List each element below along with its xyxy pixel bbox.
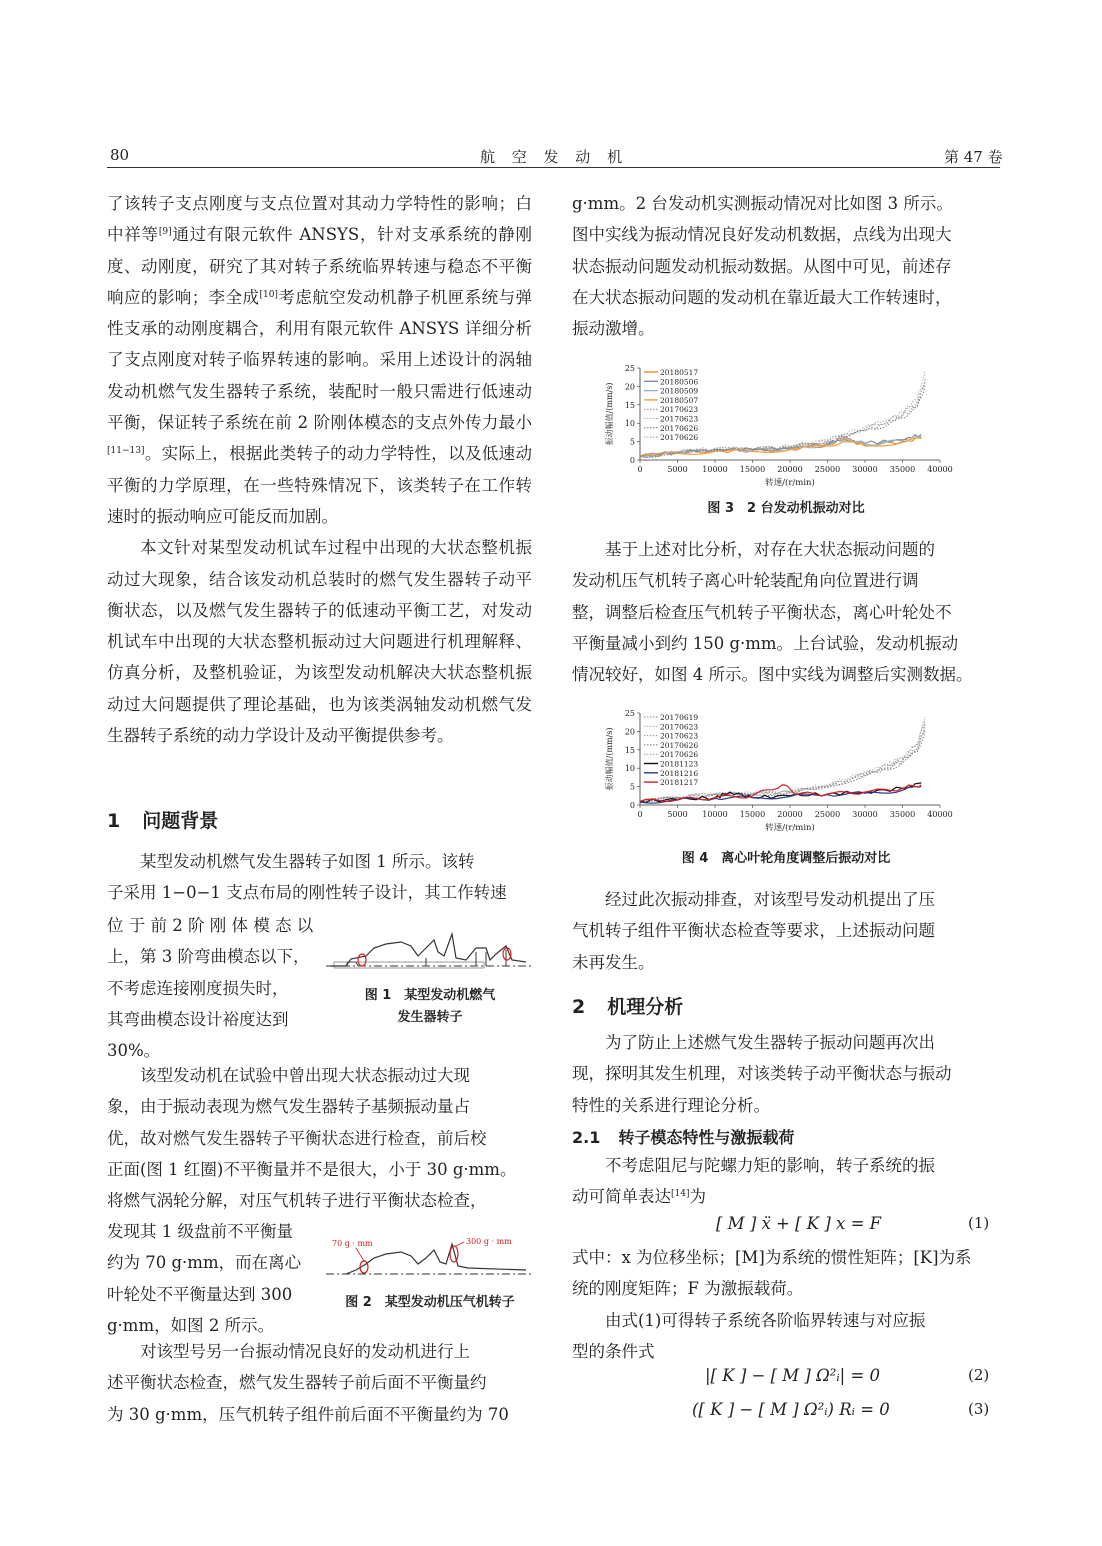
equation-2: |[ K ] − [ M ] Ω²ᵢ| = 0 [705, 1366, 881, 1385]
text-line: 不考虑阻尼与陀螺力矩的影响，转子系统的振 [605, 1156, 935, 1175]
text-line: 对该型号另一台振动情况良好的发动机进行上 [140, 1342, 470, 1361]
figure-4-chart [600, 705, 970, 840]
text-line: 型的条件式 [572, 1341, 655, 1361]
section-heading-2: 2 机理分析 [572, 996, 684, 1018]
equation-3: ([ K ] − [ M ] Ω²ᵢ) Rᵢ = 0 [692, 1400, 890, 1419]
y-axis-label: 振动幅值/(mm/s) [605, 727, 614, 791]
page-number: 80 [110, 146, 130, 164]
equation-2-number: (2) [968, 1366, 990, 1384]
text-line: 正面(图 1 红圈)不平衡量并不是很大，小于 30 g·mm。 [107, 1159, 517, 1179]
text-line: 统的刚度矩阵；F 为激振载荷。 [572, 1279, 804, 1299]
left-wrap-1 [107, 910, 315, 1066]
text-line: g·mm。2 台发动机实测振动情况对比如图 3 所示。 [572, 194, 953, 213]
x-axis-label: 转速/(r/min) [765, 823, 815, 833]
figure-4-caption: 图 4 离心叶轮角度调整后振动对比 [681, 851, 891, 866]
text-line: 现，探明其发生机理，对该类转子动平衡状态与振动 [572, 1064, 952, 1084]
y-tick-label: 0 [629, 456, 635, 465]
text-line: 未再发生。 [572, 952, 655, 972]
x-tick-label: 20000 [777, 810, 803, 819]
text-line: 将燃气涡轮分解，对压气机转子进行平衡状态检查， [107, 1191, 487, 1211]
y-tick-label: 20 [624, 727, 635, 737]
x-tick-label: 10000 [702, 465, 728, 474]
text-line: 约为 70 g·mm，而在离心 [107, 1253, 302, 1273]
legend-label: 20170626 [660, 750, 699, 760]
x-tick-label: 10000 [702, 810, 728, 819]
x-tick-label: 40000 [927, 810, 953, 819]
right-column-4 [572, 1027, 1000, 1121]
text-line: 30%。 [107, 1041, 161, 1061]
y-tick-label: 5 [629, 782, 635, 792]
legend-label: 20180506 [660, 377, 699, 387]
x-tick-label: 15000 [739, 465, 766, 474]
left-column [107, 188, 532, 751]
volume: 第 47 卷 [944, 148, 1003, 166]
text-line: 发现其 1 级盘前不平衡量 [107, 1222, 293, 1241]
legend-label: 20170626 [660, 740, 699, 750]
text-line: 经过此次振动排查，对该型号发动机提出了压 [605, 890, 935, 909]
y-tick-label: 15 [624, 400, 635, 410]
figure-3-chart [600, 360, 970, 495]
legend-label: 20170626 [660, 423, 699, 433]
text-line: 上，第 3 阶弯曲模态以下， [107, 947, 310, 967]
x-tick-label: 30000 [852, 810, 878, 819]
text-line: 位 于 前 2 阶 刚 体 模 态 以 [107, 916, 314, 935]
legend-label: 20170623 [660, 722, 699, 732]
y-tick-label: 25 [624, 709, 635, 718]
x-tick-label: 40000 [927, 465, 953, 474]
text-line: 特性的关系进行理论分析。 [572, 1095, 770, 1115]
section-heading-1: 1 问题背景 [107, 810, 219, 832]
left-column-4 [107, 1336, 532, 1430]
y-tick-label: 20 [624, 382, 635, 392]
x-tick-label: 0 [637, 810, 643, 819]
legend-label: 20181216 [660, 768, 699, 778]
y-axis-label: 振动幅值/(mm/s) [605, 382, 614, 446]
text-line: 该型发动机在试验中曾出现大状态振动过大现 [140, 1066, 470, 1085]
figure-1-rotor-drawing [326, 926, 531, 976]
legend-label: 20170623 [660, 731, 699, 741]
text-line: g·mm，如图 2 所示。 [107, 1315, 275, 1335]
text-line: 在大状态振动问题的发动机在靠近最大工作转速时， [572, 287, 952, 307]
fig2-label-300: 300 g · mm [466, 1237, 512, 1246]
text-line: 图中实线为振动情况良好发动机数据，点线为出现大 [572, 225, 952, 245]
legend-label: 20170619 [660, 713, 699, 722]
left-wrap-2 [107, 1216, 315, 1341]
text-line: 气机转子组件平衡状态检查等要求，上述振动问题 [572, 921, 935, 941]
legend-label: 20180509 [660, 386, 699, 396]
right-column-1 [572, 188, 1000, 344]
figure-1-caption: 图 1 某型发动机燃气 发生器转子 [364, 988, 496, 1025]
paragraph: 本文针对某型发动机试车过程中出现的大状态整机振动过大现象，结合该发动机总装时的燃气发生器转子动平衡状态，以及燃气发生器转子的低速动平衡工艺，对发动机试车中出现的大状态整机振动过大问题进行机理解释、仿真分析，及整机验证，为该型发动机解决大状态整机振动过大问题提供了理论基础，也为该类涡轴发动机燃气发生器转子系统的动力学设计及动平衡提供参考。 [107, 538, 533, 746]
text-line: 其弯曲模态设计裕度达到 [107, 1009, 289, 1029]
right-column-2 [572, 534, 1000, 690]
equation-1: [ M ] ẍ + [ K ] x = F [716, 1214, 882, 1233]
text-line: 象，由于振动表现为燃气发生器转子基频振动量占 [107, 1097, 470, 1117]
x-tick-label: 0 [637, 465, 643, 474]
text-line: 情况较好，如图 4 所示。图中实线为调整后实测数据。 [572, 665, 973, 685]
text-line: 为了防止上述燃气发生器转子振动问题再次出 [605, 1033, 935, 1052]
paragraph: 了该转子支点刚度与支点位置对其动力学特性的影响；白中祥等[9]通过有限元软件 ANSYS，针对支承系统的静刚度、动刚度，研究了其对转子系统临界转速与稳态不平衡响应的影响；李全成[10]考虑航空发动机静子机匣系统与弹性支承的动刚度耦合，利用有限元软件 ANSYS 详细分析了支点刚度对转子临界转速的影响。采用上述设计的涡轴发动机燃气发生器转子系统，装配时一般只需进行低速动平衡，保证转子系统在前 2 阶刚体模态的支点外传力最小[11−13]。实际上，根据此类转子的动力学特性，以及低速动平衡的力学原理，在一些特殊情况下，该类转子在工作转速时的振动响应可能反而加剧。 [107, 194, 533, 526]
legend-label: 20181123 [660, 759, 699, 769]
text-line: 为 30 g·mm，压气机转子组件前后面不平衡量约为 70 [107, 1404, 509, 1424]
legend-label: 20170623 [660, 414, 699, 424]
header-rule [107, 167, 1000, 168]
x-tick-label: 15000 [739, 810, 766, 819]
text-line: 不考虑连接刚度损失时， [107, 978, 289, 998]
right-column-3 [572, 884, 1000, 978]
y-tick-label: 0 [629, 801, 635, 810]
legend-label: 20170623 [660, 405, 699, 415]
left-column-3 [107, 1060, 532, 1216]
x-axis-label: 转速/(r/min) [765, 478, 815, 488]
text-line: 由式(1)可得转子系统各阶临界转速与对应振 [605, 1310, 926, 1330]
figure-2-caption: 图 2 某型发动机压气机转子 [345, 1295, 515, 1310]
x-tick-label: 25000 [814, 465, 841, 474]
journal-title: 航 空 发 动 机 [480, 148, 629, 166]
right-column-6 [572, 1242, 1000, 1367]
text-line: 发动机压气机转子离心叶轮装配角向位置进行调 [572, 571, 919, 591]
text-line: 状态振动问题发动机振动数据。从图中可见，前述存 [572, 256, 952, 276]
text-line: 某型发动机燃气发生器转子如图 1 所示。该转 [140, 852, 475, 871]
text-line: 叶轮处不平衡量达到 300 [107, 1284, 293, 1304]
x-tick-label: 25000 [814, 810, 841, 819]
y-tick-label: 10 [624, 419, 635, 429]
legend-label: 20180507 [660, 395, 699, 405]
text-line: 述平衡状态检查，燃气发生器转子前后面不平衡量约 [107, 1373, 487, 1393]
x-tick-label: 35000 [889, 810, 916, 819]
text-line: 基于上述对比分析，对存在大状态振动问题的 [605, 540, 935, 559]
text-line: 优，故对燃气发生器转子平衡状态进行检查，前后校 [107, 1128, 487, 1148]
y-tick-label: 15 [624, 745, 635, 755]
x-tick-label: 35000 [889, 465, 916, 474]
equation-3-number: (3) [968, 1400, 990, 1418]
x-tick-label: 5000 [667, 465, 688, 474]
fig2-label-70: 70 g · mm [332, 1239, 373, 1248]
x-tick-label: 5000 [667, 810, 688, 819]
right-column-5 [572, 1150, 1000, 1213]
text-line: 平衡量减小到约 150 g·mm。上台试验，发动机振动 [572, 633, 959, 653]
y-tick-label: 5 [629, 437, 635, 447]
figure-2-rotor-drawing [326, 1234, 531, 1282]
legend-label: 20181217 [660, 778, 699, 788]
x-tick-label: 30000 [852, 465, 878, 474]
x-tick-label: 20000 [777, 465, 803, 474]
text-line: 动可简单表达[14]为 [572, 1187, 706, 1207]
text-line: 整，调整后检查压气机转子平衡状态，离心叶轮处不 [572, 602, 952, 622]
y-tick-label: 25 [624, 364, 635, 373]
legend-label: 20170626 [660, 433, 699, 443]
text-line: 子采用 1−0−1 支点布局的刚性转子设计，其工作转速 [107, 883, 507, 903]
y-tick-label: 10 [624, 764, 635, 774]
left-column-2 [107, 846, 532, 909]
subsection-heading-2-1: 2.1 转子模态特性与激振载荷 [572, 1128, 795, 1147]
text-line: 振动激增。 [572, 319, 655, 339]
legend-label: 20180517 [660, 368, 699, 377]
equation-1-number: (1) [968, 1214, 990, 1232]
figure-3-caption: 图 3 2 台发动机振动对比 [707, 501, 865, 516]
text-line: 式中：x 为位移坐标；[M]为系统的惯性矩阵；[K]为系 [572, 1248, 972, 1267]
